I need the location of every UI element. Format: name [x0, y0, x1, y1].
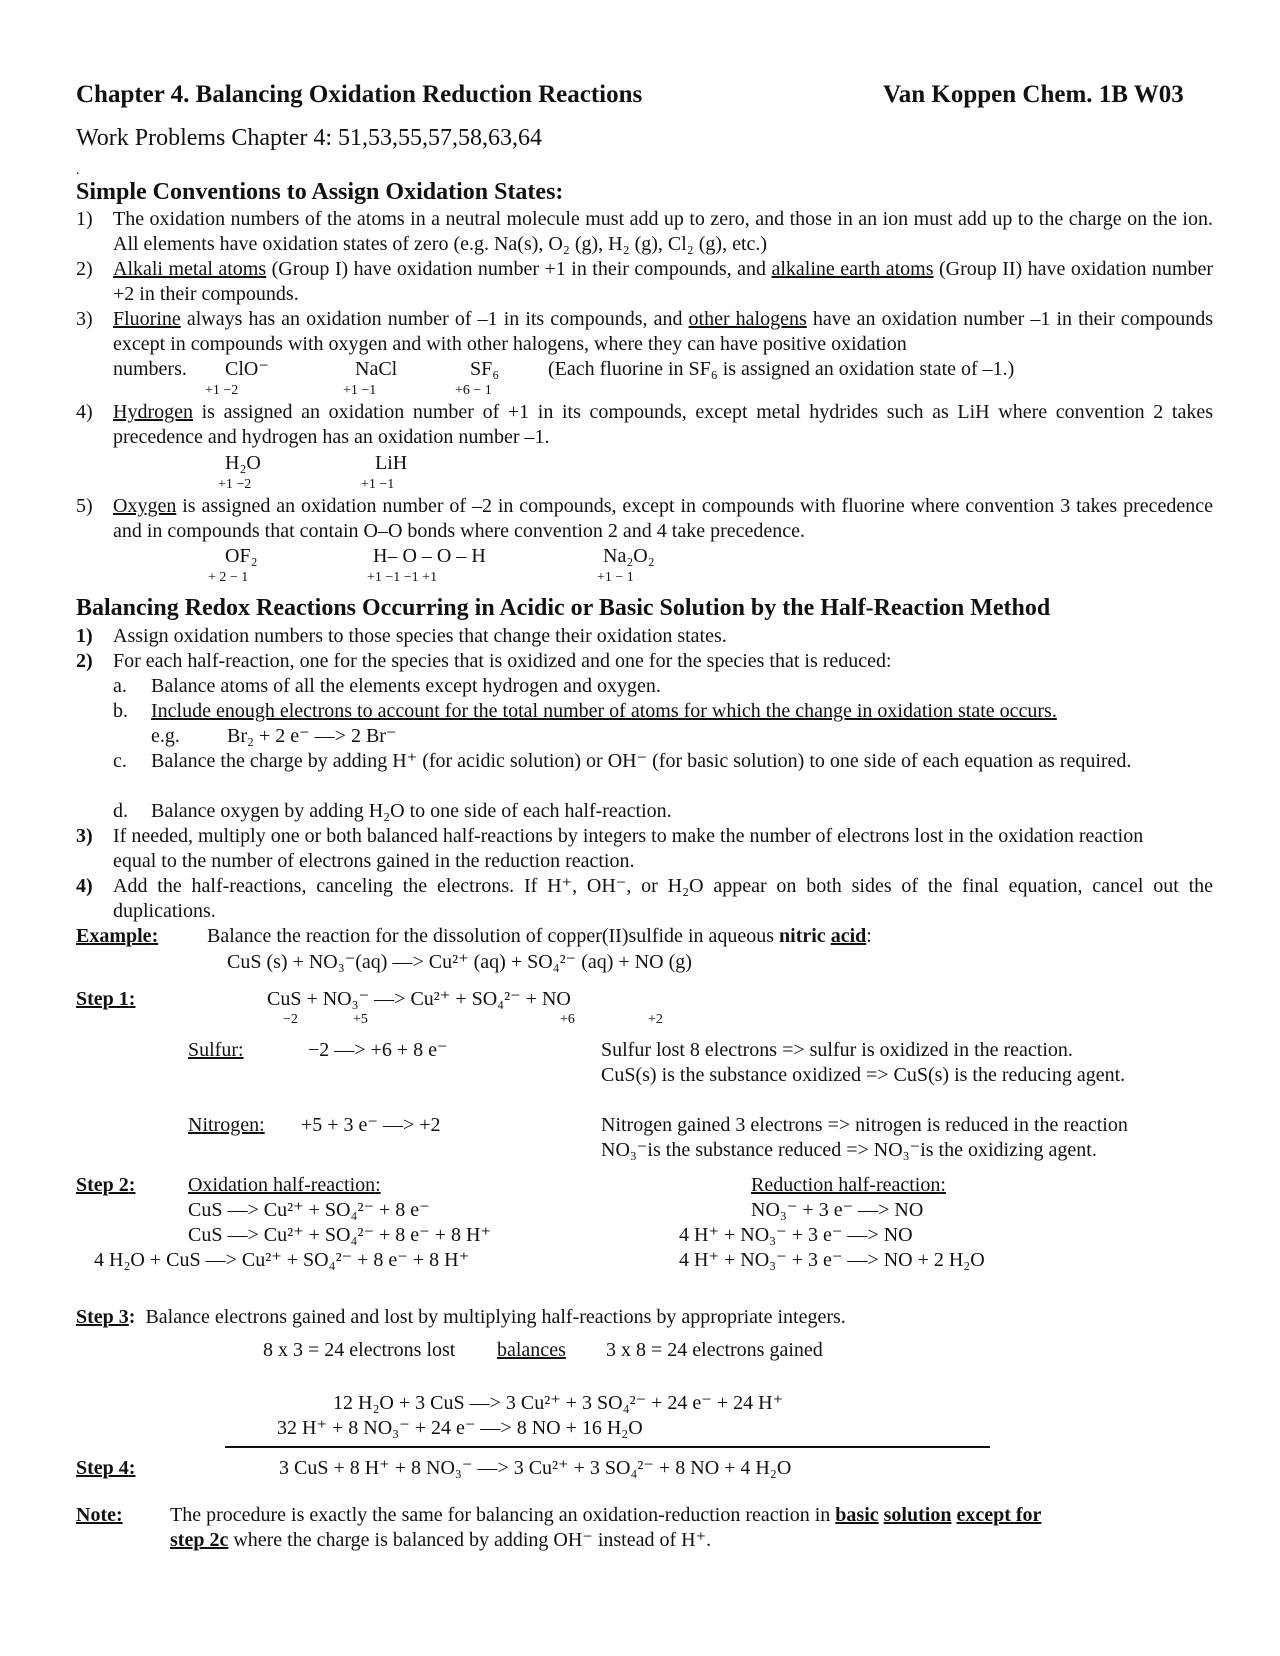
conv5-na2o2: Na₂O₂ — [603, 545, 655, 567]
conv-num-1: 1) — [76, 208, 93, 230]
conv4-h2o: H₂O — [225, 452, 261, 474]
conv-num-2: 2) — [76, 258, 93, 280]
step1-ox-so4: +6 — [560, 1012, 575, 1027]
ox-row-2: CuS —> Cu²⁺ + SO₄²⁻ + 8 e⁻ + 8 H⁺ — [188, 1224, 491, 1246]
nitrogen-label: Nitrogen: — [188, 1114, 265, 1136]
bal-a-label: a. — [113, 675, 127, 697]
step3-line: Step 3: Balance electrons gained and lost by multiplying half-reactions by appropriate integers. — [76, 1306, 846, 1328]
conv-text-2: Alkali metal atoms (Group I) have oxidation number +1 in their compounds, and alkaline earth atoms (Group II) have oxidation number +2 in their compounds. — [113, 258, 1214, 305]
step1-equation: CuS + NO₃⁻ —> Cu²⁺ + SO₄²⁻ + NO — [267, 988, 571, 1010]
example-equation: CuS (s) + NO₃⁻(aq) —> Cu²⁺ (aq) + SO₄²⁻ (aq) + NO (g) — [227, 951, 692, 973]
conv3-clo: ClO⁻ — [225, 358, 269, 380]
conv-num-4: 4) — [76, 401, 93, 423]
note-label: Note: — [76, 1504, 123, 1526]
conv4-h2o-ox: +1 −2 — [218, 477, 252, 492]
conv-num-5: 5) — [76, 495, 93, 517]
conv-text-1: The oxidation numbers of the atoms in a neutral molecule must add up to zero, and those in an ion must add up to the charge on the ion. All elements have oxidation states of zero (e.g. Na(s), O₂ (g), H₂ (g), Cl₂ (g), etc.) — [113, 208, 1213, 255]
conv5-hooh: H– O – O – H — [373, 545, 486, 567]
conv4-lih: LiH — [375, 452, 408, 474]
sulfur-note-1: Sulfur lost 8 electrons => sulfur is oxidized in the reaction. — [601, 1039, 1073, 1061]
conv-text-4: Hydrogen is assigned an oxidation number of +1 in its compounds, except metal hydrides such as LiH where convention 2 takes precedence and hydrogen has an oxidation number –1. — [113, 401, 1213, 448]
bal-num-3: 3) — [76, 825, 93, 847]
bal-eg-label: e.g. — [151, 725, 180, 747]
conv3-nacl-ox: +1 −1 — [343, 383, 377, 398]
nitrogen-equation: +5 + 3 e⁻ —> +2 — [301, 1114, 441, 1136]
conv-text-5: Oxygen is assigned an oxidation number of –2 in compounds, except in compounds with fluorine where convention 3 takes precedence and in compounds that contain O–O bonds where convention 2 and 4 take precedence. — [113, 495, 1213, 542]
bal-num-4: 4) — [76, 875, 93, 897]
oxidation-heading: Oxidation half-reaction: — [188, 1174, 381, 1196]
bal-eg-eq: Br₂ + 2 e⁻ —> 2 Br⁻ — [227, 725, 397, 747]
bal-b: Include enough electrons to account for the total number of atoms for which the change in oxidation state occurs. — [151, 700, 1057, 722]
step4-label: Step 4: — [76, 1457, 136, 1479]
step1-ox-cus: −2 — [283, 1012, 298, 1027]
conv3-clo-ox: +1 −2 — [205, 383, 239, 398]
conv5-of2-ox: + 2 − 1 — [208, 570, 249, 585]
conv4-lih-ox: +1 −1 — [361, 477, 395, 492]
ox-row-1: CuS —> Cu²⁺ + SO₄²⁻ + 8 e⁻ — [188, 1199, 430, 1221]
red-row-2: 4 H⁺ + NO₃⁻ + 3 e⁻ —> NO — [679, 1224, 913, 1246]
sum-rule — [225, 1446, 990, 1448]
bal-d: Balance oxygen by adding H₂O to one side of each half-reaction. — [151, 800, 672, 822]
conv5-na2o2-ox: +1 − 1 — [597, 570, 634, 585]
step3-row-1: 12 H₂O + 3 CuS —> 3 Cu²⁺ + 3 SO₄²⁻ + 24 e⁻ + 24 H⁺ — [333, 1392, 784, 1414]
bal-num-1: 1) — [76, 625, 93, 647]
bal-step-3: If needed, multiply one or both balanced half-reactions by integers to make the number of electrons lost in the oxidation reaction equal to the number of electrons gained in the reduction reaction. — [113, 825, 1144, 872]
nitrogen-note-1: Nitrogen gained 3 electrons => nitrogen is reduced in the reaction — [601, 1114, 1128, 1136]
bal-num-2: 2) — [76, 650, 93, 672]
step2-label: Step 2: — [76, 1174, 136, 1196]
bal-step-4: Add the half-reactions, canceling the electrons. If H⁺, OH⁻, or H₂O appear on both sides of the final equation, cancel out the duplications. — [113, 875, 1213, 922]
balances-label: balances — [497, 1339, 566, 1361]
balancing-heading: Balancing Redox Reactions Occurring in Acidic or Basic Solution by the Half-Reaction Method — [76, 595, 1051, 621]
conv3-note: (Each fluorine in SF₆ is assigned an oxidation state of –1.) — [548, 358, 1015, 380]
page-title: Chapter 4. Balancing Oxidation Reduction Reactions — [76, 81, 643, 108]
bal-step-2: For each half-reaction, one for the species that is oxidized and one for the species that is reduced: — [113, 650, 892, 672]
sulfur-label: Sulfur: — [188, 1039, 244, 1061]
bal-a: Balance atoms of all the elements except hydrogen and oxygen. — [151, 675, 661, 697]
red-row-3: 4 H⁺ + NO₃⁻ + 3 e⁻ —> NO + 2 H₂O — [679, 1249, 985, 1271]
course-label: Van Koppen Chem. 1B W03 — [883, 81, 1184, 108]
note-line-2: step 2c where the charge is balanced by adding OH⁻ instead of H⁺. — [170, 1529, 712, 1551]
step4-equation: 3 CuS + 8 H⁺ + 8 NO₃⁻ —> 3 Cu²⁺ + 3 SO₄²⁻ + 8 NO + 4 H₂O — [279, 1457, 792, 1479]
example-label: Example: — [76, 925, 159, 947]
reduction-heading: Reduction half-reaction: — [751, 1174, 946, 1196]
conventions-heading: Simple Conventions to Assign Oxidation States: — [76, 179, 564, 205]
ox-row-3: 4 H₂O + CuS —> Cu²⁺ + SO₄²⁻ + 8 e⁻ + 8 H⁺ — [94, 1249, 470, 1271]
electrons-gained: 3 x 8 = 24 electrons gained — [606, 1339, 823, 1361]
red-row-1: NO₃⁻ + 3 e⁻ —> NO — [751, 1199, 924, 1221]
stray-dot: . — [76, 163, 80, 178]
example-text: Balance the reaction for the dissolution of copper(II)sulfide in aqueous nitric acid: — [207, 925, 872, 947]
sulfur-note-2: CuS(s) is the substance oxidized => CuS(s) is the reducing agent. — [601, 1064, 1126, 1086]
nitrogen-note-2: NO₃⁻is the substance reduced => NO₃⁻is the oxidizing agent. — [601, 1139, 1097, 1161]
conv5-hooh-ox: +1 −1 −1 +1 — [367, 570, 438, 585]
conv3-sf6: SF₆ — [470, 358, 500, 380]
bal-b-label: b. — [113, 700, 128, 722]
conv-num-3: 3) — [76, 308, 93, 330]
step1-label: Step 1: — [76, 988, 136, 1010]
conv3-sf6-ox: +6 − 1 — [455, 383, 492, 398]
note-line-1: The procedure is exactly the same for balancing an oxidation-reduction reaction in basic solution except for — [170, 1504, 1042, 1526]
work-problems: Work Problems Chapter 4: 51,53,55,57,58,63,64 — [76, 125, 543, 151]
sulfur-equation: −2 —> +6 + 8 e⁻ — [308, 1039, 448, 1061]
step1-ox-no3: +5 — [353, 1012, 368, 1027]
conv-text-3: Fluorine always has an oxidation number of –1 in its compounds, and other halogens have an oxidation number –1 in their compounds except in compounds with oxygen and with other halogens, where they can have positive oxidation — [113, 308, 1214, 355]
step1-ox-no: +2 — [648, 1012, 663, 1027]
bal-c-label: c. — [113, 750, 127, 772]
conv5-of2: OF₂ — [225, 545, 258, 567]
bal-d-label: d. — [113, 800, 128, 822]
bal-step-1: Assign oxidation numbers to those species that change their oxidation states. — [113, 625, 727, 647]
electrons-lost: 8 x 3 = 24 electrons lost — [263, 1339, 456, 1361]
bal-c: Balance the charge by adding H⁺ (for acidic solution) or OH⁻ (for basic solution) to one side of each equation as required. — [151, 750, 1132, 772]
conv3-numbers-label: numbers. — [113, 358, 187, 380]
conv3-nacl: NaCl — [355, 358, 398, 380]
step3-row-2: 32 H⁺ + 8 NO₃⁻ + 24 e⁻ —> 8 NO + 16 H₂O — [277, 1417, 643, 1439]
